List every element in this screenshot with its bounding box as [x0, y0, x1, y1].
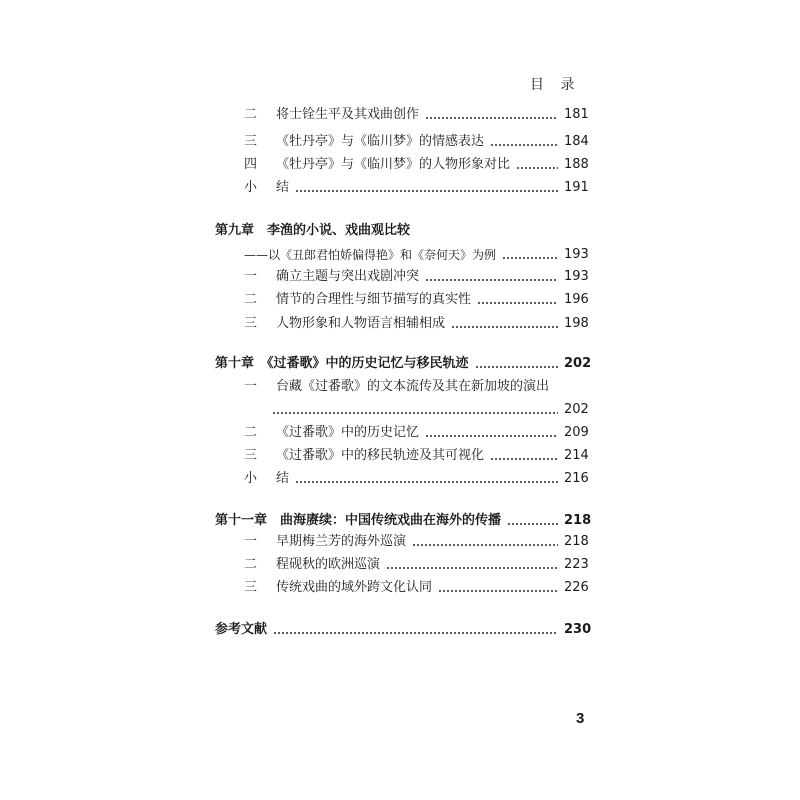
toc-entry[interactable] [244, 554, 589, 576]
toc-entry-number: 三 [244, 134, 258, 149]
toc-chapter-subtitle: ——以《丑郎君怕娇偏得艳》和《奈何天》为例 [244, 248, 497, 262]
toc-entry-page: 184 [564, 134, 589, 149]
toc-entry[interactable] [244, 531, 589, 553]
dot-leader [451, 326, 558, 328]
toc-entry-number: 一 [244, 269, 258, 284]
toc-entry-page: 218 [564, 534, 589, 549]
toc-entry-page: 193 [564, 247, 589, 262]
dot-leader [477, 302, 558, 304]
toc-entry-number: 二 [244, 107, 258, 122]
dot-leader [295, 481, 558, 483]
toc-entry-title: 传统戏曲的域外跨文化认同 [276, 580, 433, 595]
dot-leader [438, 590, 558, 592]
toc-chapter-title: 第十一章 曲海赓续：中国传统戏曲在海外的传播 [215, 513, 502, 528]
toc-entry-title: 早期梅兰芳的海外巡演 [276, 534, 407, 549]
toc-entry-number: 三 [244, 316, 258, 331]
toc-entry-number: 三 [244, 580, 258, 595]
toc-entry-continuation[interactable] [272, 399, 589, 421]
toc-entry-page: 181 [564, 107, 589, 122]
toc-entry-title: 人物形象和人物语言相辅相成 [276, 316, 446, 331]
toc-entry[interactable] [244, 376, 584, 398]
dot-leader [425, 279, 558, 281]
toc-chapter-heading[interactable] [215, 220, 584, 242]
toc-entry-title: 《过番歌》中的移民轨迹及其可视化 [276, 448, 485, 463]
toc-entry[interactable] [244, 154, 589, 176]
dot-leader [272, 412, 558, 414]
toc-entry-page: 223 [564, 557, 589, 572]
toc-entry-number: 二 [244, 292, 258, 307]
toc-entry-number: 一 [244, 379, 258, 394]
dot-leader [490, 458, 558, 460]
dot-leader [425, 117, 558, 119]
toc-entry-page: 226 [564, 580, 589, 595]
toc-entry-title: 程砚秋的欧洲巡演 [276, 557, 381, 572]
dot-leader [475, 366, 558, 368]
toc-entry[interactable] [244, 289, 589, 311]
toc-entry-title: 确立主题与突出戏剧冲突 [276, 269, 420, 284]
toc-entry[interactable] [244, 445, 589, 467]
page-number: 3 [576, 710, 585, 727]
toc-entry-title: 结 [276, 471, 290, 486]
toc-entry-page: 196 [564, 292, 589, 307]
dot-leader [507, 523, 558, 525]
dot-leader [425, 435, 558, 437]
toc-entry-number: 小 [244, 471, 258, 486]
toc-entry-title: 《牡丹亭》与《临川梦》的人物形象对比 [276, 157, 511, 172]
toc-entry-number: 小 [244, 180, 258, 195]
toc-entry[interactable] [244, 422, 589, 444]
toc-entry-page: 191 [564, 180, 589, 195]
toc-entry-page: 218 [564, 513, 592, 528]
dot-leader [273, 632, 558, 634]
toc-entry-number: 二 [244, 425, 258, 440]
toc-entry-title: 情节的合理性与细节描写的真实性 [276, 292, 472, 307]
toc-entry[interactable] [244, 177, 589, 199]
toc-entry-page: 193 [564, 269, 589, 284]
toc-chapter-heading[interactable] [215, 619, 592, 641]
dot-leader [516, 167, 558, 169]
toc-chapter-title: 第九章 李渔的小说、戏曲观比较 [215, 223, 411, 238]
toc-subtitle-entry[interactable] [244, 244, 589, 266]
toc-entry-number: 四 [244, 157, 258, 172]
toc-entry-page: 214 [564, 448, 589, 463]
toc-entry[interactable] [244, 313, 589, 335]
page-header-title: 目 录 [530, 77, 581, 93]
toc-entry[interactable] [244, 468, 589, 490]
toc-entry-page: 202 [564, 402, 589, 417]
toc-chapter-heading[interactable] [215, 510, 592, 532]
toc-entry-number: 二 [244, 557, 258, 572]
dot-leader [490, 144, 558, 146]
toc-entry[interactable] [244, 104, 589, 126]
dot-leader [412, 544, 558, 546]
dot-leader [295, 190, 558, 192]
toc-entry-number: 三 [244, 448, 258, 463]
dot-leader [386, 567, 558, 569]
toc-chapter-title: 第十章 《过番歌》中的历史记忆与移民轨迹 [215, 356, 469, 371]
toc-entry-title: 将士铨生平及其戏曲创作 [276, 107, 420, 122]
toc-entry[interactable] [244, 577, 589, 599]
toc-entry-title: 台藏《过番歌》的文本流传及其在新加坡的演出 [276, 379, 550, 394]
toc-entry-page: 216 [564, 471, 589, 486]
toc-chapter-heading[interactable] [215, 353, 592, 375]
toc-entry-page: 202 [564, 356, 592, 371]
toc-entry-page: 198 [564, 316, 589, 331]
dot-leader [502, 257, 558, 259]
toc-entry-number: 一 [244, 534, 258, 549]
toc-entry[interactable] [244, 131, 589, 153]
toc-references-title: 参考文献 [215, 622, 268, 637]
toc-entry-title: 《牡丹亭》与《临川梦》的情感表达 [276, 134, 485, 149]
toc-entry[interactable] [244, 266, 589, 288]
toc-entry-page: 188 [564, 157, 589, 172]
toc-entry-page: 209 [564, 425, 589, 440]
toc-entry-page: 230 [564, 622, 592, 637]
toc-entry-title: 《过番歌》中的历史记忆 [276, 425, 420, 440]
toc-entry-title: 结 [276, 180, 290, 195]
